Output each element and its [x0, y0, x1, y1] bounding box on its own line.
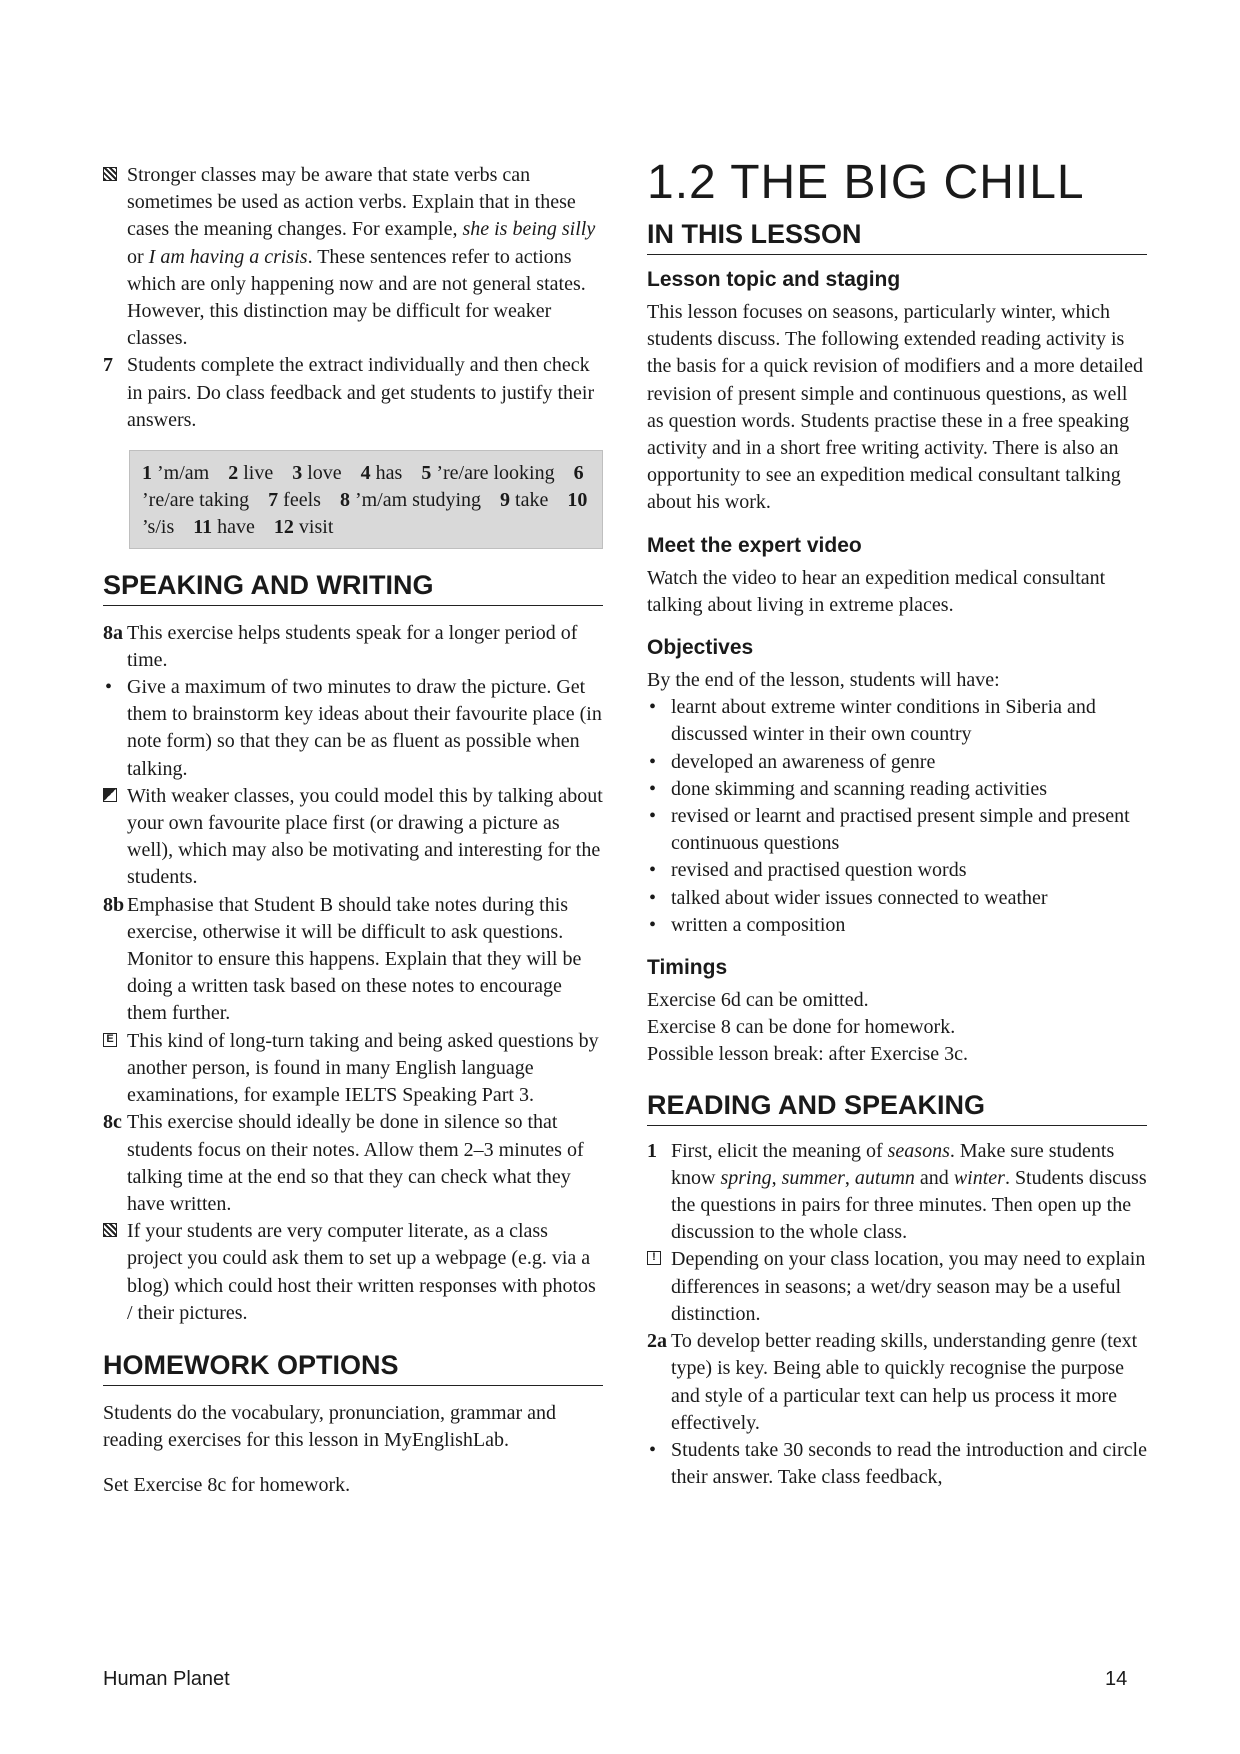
subheading-objectives: Objectives — [647, 636, 754, 660]
list-item: • learnt about extreme winter conditions in Siberia and discussed winter in their own country — [647, 694, 1147, 748]
objectives-intro: By the end of the lesson, students will have: — [647, 669, 1000, 692]
left-column — [103, 162, 603, 1500]
subheading-timings: Timings — [647, 956, 728, 980]
objectives-list — [647, 694, 1147, 939]
timing-line: Exercise 6d can be omitted. — [647, 989, 869, 1012]
section-heading-in-this-lesson: IN THIS LESSON — [647, 218, 1147, 255]
exercise-8a-bullets — [103, 674, 603, 783]
list-item: • done skimming and scanning reading activities — [647, 776, 1147, 803]
exercise-2a-bullets — [647, 1437, 1147, 1491]
answer-item: 6 ’re/are taking — [142, 462, 584, 512]
section-heading-speaking-writing: SPEAKING AND WRITING — [103, 569, 603, 606]
exercise-1-note: 1 First, elicit the meaning of seasons. Make sure students know spring, summer, autumn and winter. Students discuss the questions in pairs for three minutes. Then open up the discussion to the whole class. — [647, 1139, 1147, 1244]
exercise-7-note: 7 Students complete the extract individually and then check in pairs. Do class feedback and get students to justify their answers. — [103, 354, 595, 431]
lesson-title: 1.2 THE BIG CHILL — [647, 156, 1085, 209]
exercise-marker: 2a — [647, 1330, 667, 1353]
answer-item: 12 visit — [273, 516, 334, 539]
exercise-marker: 8a — [103, 621, 123, 644]
homework-paragraph: Students do the vocabulary, pronunciation, grammar and reading exercises for this lesson in MyEnglishLab. — [103, 1401, 557, 1452]
alert-icon: ! — [647, 1251, 661, 1265]
cultural-note: ! Depending on your class location, you may need to explain differences in seasons; a wet/dry season may be a useful distinction. — [647, 1246, 1147, 1328]
exercise-8c-note: 8c This exercise should ideally be done in silence so that students focus on their notes. Allow them 2–3 minutes of talking time at the end so that they can check what they have written. — [103, 1111, 584, 1215]
section-heading-homework: HOMEWORK OPTIONS — [103, 1349, 603, 1386]
list-item: • talked about wider issues connected to weather — [647, 885, 1147, 912]
timing-line: Exercise 8 can be done for homework. — [647, 1016, 956, 1039]
footer-book-title: Human Planet — [103, 1668, 230, 1690]
exam-icon: E — [103, 1033, 117, 1047]
list-item: • developed an awareness of genre — [647, 749, 1147, 776]
teaching-tip-weaker-classes: With weaker classes, you could model this by talking about your own favourite place first (or drawing a picture as well), which may also be motivating and interesting for the students. — [103, 783, 603, 892]
answer-item: 8 ’m/am studying — [339, 489, 482, 512]
subheading-video: Meet the expert video — [647, 533, 862, 557]
list-item: • written a composition — [647, 912, 1147, 939]
exercise-2a-note: 2a To develop better reading skills, understanding genre (text type) is key. Being able to quickly recognise the purpose and style of a particular text can help us process it more effectively. — [647, 1330, 1138, 1434]
topic-paragraph: This lesson focuses on seasons, particularly winter, which students discuss. The following extended reading activity is the basis for a quick revision of modifiers and a more detailed revision of present simple and continuous questions, as well as question words. Students practise these in a free speaking activity and in a short free writing activity. There is also an opportunity to see an expedition medical consultant talking about his work. — [647, 301, 1143, 514]
right-column — [647, 156, 1147, 1491]
list-item: • revised and practised question words — [647, 857, 1147, 884]
page-number: 14 — [1105, 1668, 1128, 1690]
answer-item: 11 have — [193, 516, 255, 539]
exercise-marker: 8c — [103, 1111, 122, 1134]
exercise-8b-note: 8b Emphasise that Student B should take notes during this exercise, otherwise it will be difficult to ask questions. Monitor to ensure this happens. Explain that they will be doing a written task based on these notes to encourage them further. — [103, 893, 582, 1025]
extension-icon — [103, 167, 117, 181]
exercise-8a-note: 8a This exercise helps students speak for a longer period of time. — [103, 621, 578, 671]
extension-icon — [103, 1223, 117, 1237]
answer-item: 3 love — [292, 462, 342, 485]
answer-item: 7 feels — [268, 489, 321, 512]
subheading-topic: Lesson topic and staging — [647, 268, 901, 291]
section-heading-reading-speaking: READING AND SPEAKING — [647, 1089, 1147, 1126]
answer-item: 9 take — [500, 489, 549, 512]
list-item: • Give a maximum of two minutes to draw the picture. Get them to brainstorm key ideas about their favourite place (in note form) so that they can be as fluent as possible when talking. — [103, 674, 603, 783]
answer-item: 2 live — [228, 462, 274, 485]
answer-item: 10 ’s/is — [142, 489, 588, 539]
exercise-marker: 7 — [103, 354, 113, 377]
exam-tip-note: E This kind of long-turn taking and being asked questions by another person, is found in many English language examinations, for example IELTS Speaking Part 3. — [103, 1028, 603, 1110]
answer-item: 1 ’m/am — [142, 462, 210, 485]
timing-line: Possible lesson break: after Exercise 3c. — [647, 1043, 969, 1066]
support-icon — [103, 788, 117, 802]
exercise-marker: 8b — [103, 893, 125, 916]
teaching-tip-computer-literate: If your students are very computer literate, as a class project you could ask them to set up a webpage (e.g. via a blog) which could host their written responses with photos / their pictures. — [103, 1218, 603, 1327]
answer-item: 4 has — [360, 462, 403, 485]
video-paragraph: Watch the video to hear an expedition medical consultant talking about living in extreme places. — [647, 566, 1106, 616]
exercise-marker: 1 — [647, 1139, 657, 1162]
teaching-tip-stronger-classes: Stronger classes may be aware that state verbs can sometimes be used as action verbs. Explain that in these cases the meaning changes. For example, she is being silly or I am having a crisis. These sentences refer to actions which are only happening now and are not general states. However, this distinction may be difficult for weaker classes. — [103, 162, 603, 352]
list-item: • revised or learnt and practised present simple and present continuous questions — [647, 803, 1147, 857]
homework-paragraph: Set Exercise 8c for homework. — [103, 1474, 351, 1497]
answer-item: 5 ’re/are looking — [421, 462, 555, 485]
answer-key-box — [129, 450, 603, 549]
list-item: • Students take 30 seconds to read the introduction and circle their answer. Take class feedback, — [647, 1437, 1147, 1491]
